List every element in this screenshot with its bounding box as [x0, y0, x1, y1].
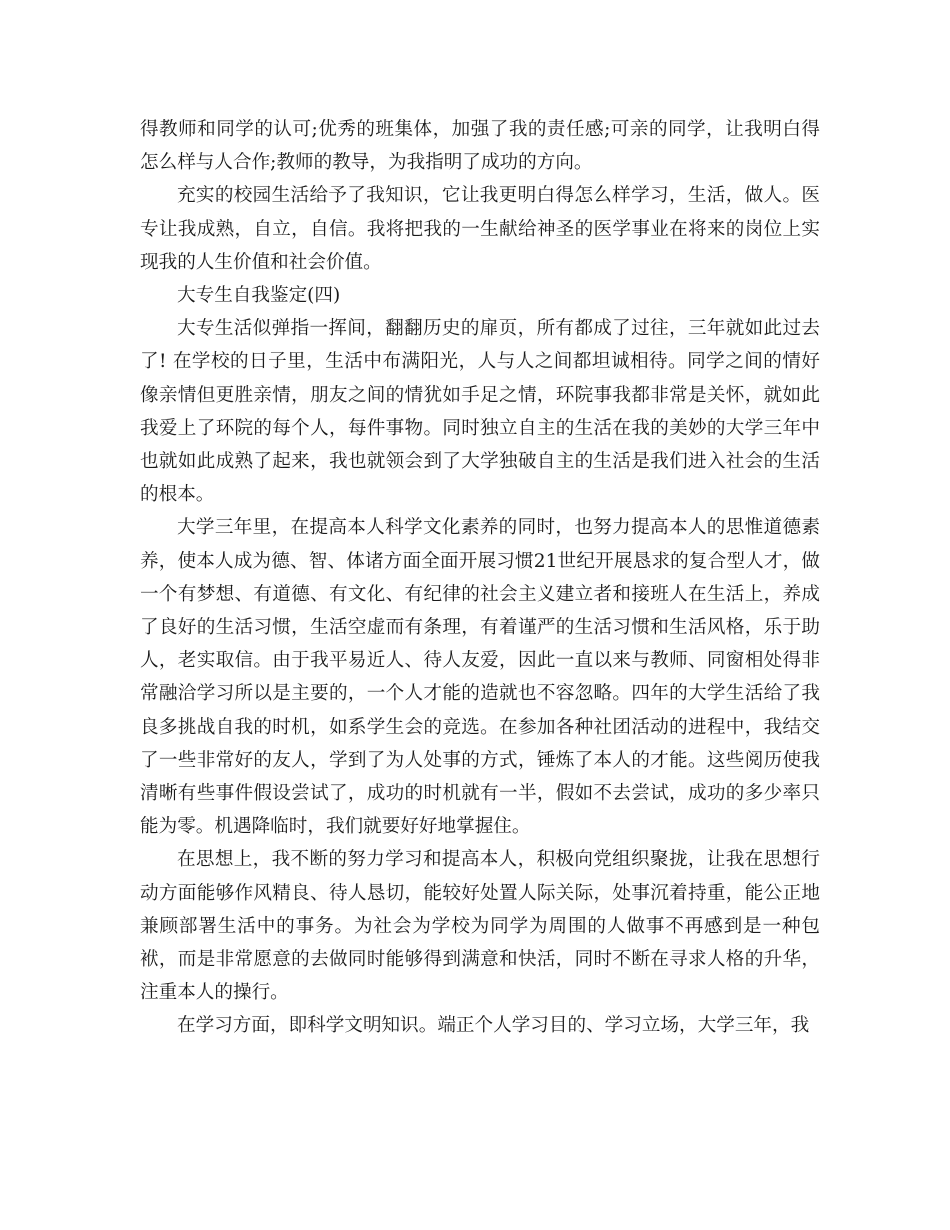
section-heading: 大专生自我鉴定(四) [177, 285, 341, 307]
paragraph-thought: 在思想上，我不断的努力学习和提高本人，积极向党组织聚拢，让我在思想行动方面能够作风精良、待人恳切，能较好处置人际关际，处事沉着持重，能公正地兼顾部署生活中的事务。为社会为学校为同学为周围的人做事不再感到是一种包袱，而是非常愿意的去做同时能够得到满意和快活，同时不断在寻求人格的升华，注重本人的操行。 [140, 849, 820, 1004]
paragraph-continuation: 得教师和同学的认可;优秀的班集体，加强了我的责任感;可亲的同学，让我明白得怎么样与人合作;教师的教导，为我指明了成功的方向。 [140, 119, 820, 174]
paragraph-three-years: 大学三年里，在提高本人科学文化素养的同时，也努力提高本人的思惟道德素养，使本人成为德、智、体诸方面全面开展习惯21世纪开展恳求的复合型人才，做一个有梦想、有道德、有文化、有纪律的社会主义建立者和接班人在生活上，养成了良好的生活习惯，生活空虚而有条理，有着谨严的生活习惯和生活风格，乐于助人，老实取信。由于我平易近人、待人友爱，因此一直以来与教师、同窗相处得非常融洽学习所以是主要的，一个人才能的造就也不容忽略。四年的大学生活给了我良多挑战自我的时机，如系学生会的竞选。在参加各种社团活动的进程中，我结交了一些非常好的友人，学到了为人处事的方式，锤炼了本人的才能。这些阅历使我清晰有些事件假设尝试了，成功的时机就有一半，假如不去尝试，成功的多少率只能为零。机遇降临时，我们就要好好地掌握住。 [140, 517, 820, 838]
document-body [140, 113, 820, 1043]
paragraph-college-life: 大专生活似弹指一挥间，翻翻历史的扉页，所有都成了过往，三年就如此过去了! 在学校的日子里，生活中布满阳光，人与人之间都坦诚相待。同学之间的情好像亲情但更胜亲情，朋友之间的情犹如手足之情，环院事我都非常是关怀，就如此我爱上了环院的每个人，每件事物。同时独立自主的生活在我的美妙的大学三年中也就如此成熟了起来，我也就领会到了大学独破自主的生活是我们进入社会的生活的根本。 [140, 318, 820, 506]
paragraph-study: 在学习方面，即科学文明知识。端正个人学习目的、学习立场，大学三年，我 [177, 1015, 810, 1037]
paragraph-campus-life: 充实的校园生活给予了我知识，它让我更明白得怎么样学习，生活，做人。医专让我成熟，自立，自信。我将把我的一生献给神圣的医学事业在将来的岗位上实现我的人生价值和社会价值。 [140, 185, 820, 273]
